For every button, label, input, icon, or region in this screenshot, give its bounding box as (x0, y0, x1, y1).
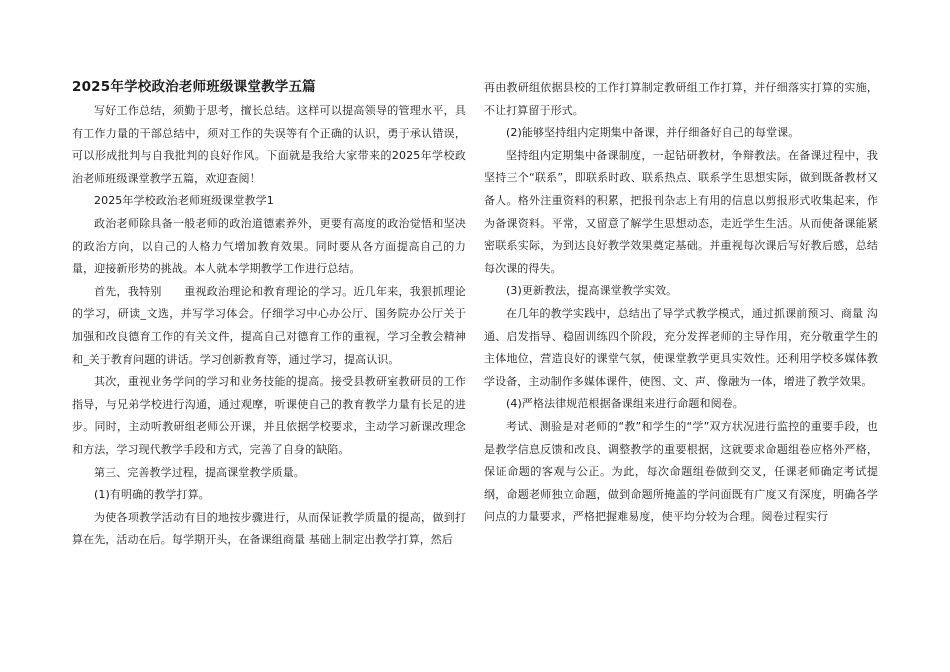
body-paragraph: (4)严格法律规范根据备课组来进行命题和阅卷。 (506, 397, 744, 411)
body-paragraph: 政治老师除具备一般老师的政治道德素养外，更要有高度的政治觉悟和坚决的政治方向，以自己的人格力气增加教育效果。同时要从各方面提高自己的力量，迎接新形势的挑战。本人就本学期教学工作进行总结。 (72, 216, 466, 276)
document-title: 2025年学校政治老师班级课堂教学五篇 (72, 79, 316, 95)
body-paragraph: 首先，我特别 重视政治理论和教育理论的学习。近几年来，我狠抓理论的学习，研读_文选，并写学习体会。仔细学习中心办公厅、国务院办公厅关于加强和改良德育工作的有关文件，提高自己对德育工作的重视，学习全教会精神和_关于教育问题的讲话。学习创新教育等，通过学习，提高认识。 (72, 284, 466, 366)
body-paragraph: 再由教研组依据县校的工作打算制定教研组工作打算，并仔细落实打算的实施，不让打算留于形式。 (484, 81, 878, 117)
body-paragraph: (1)有明确的教学打算。 (94, 488, 210, 502)
section-heading: 2025年学校政治老师班级课堂教学1 (94, 194, 274, 208)
body-paragraph: 第三、完善教学过程，提高课堂教学质量。 (94, 465, 305, 479)
body-paragraph: 考试、测验是对老师的“教”和学生的“学”双方状况进行监控的重要手段，也是教学信息反馈和改良、调整教学的重要根据，这就要求命题组卷应格外严格，保证命题的客观与公正。为此，每次命题组卷做到交叉，任课老师确定考试提纲，命题老师独立命题，做到命题所掩盖的学问面既有广度又有深度，明确各学问点的力量要求，严格把握难易度，使平均分较为合理。阅卷过程实行 (484, 419, 878, 524)
intro-paragraph: 写好工作总结，须勤于思考，擅长总结。这样可以提高领导的管理水平，具有工作力量的干部总结中，须对工作的失误等有个正确的认识，勇于承认错误，可以形成批判与自我批判的良好作风。下面就是我给大家带来的2025年学校政治老师班级课堂教学五篇，欢迎查阅！ (72, 104, 466, 185)
body-paragraph: 为使各项教学活动有目的地按步骤进行，从而保证教学质量的提高，做到打算在先，活动在后。每学期开头，在备课组商量 基础上制定出教学打算，然后 (72, 510, 466, 547)
left-column (72, 76, 466, 552)
body-paragraph: 其次，重视业务学问的学习和业务技能的提高。接受县教研室教研员的工作指导，与兄弟学校进行沟通，通过观摩，听课使自己的教育教学力量有长足的进步。同时，主动听教研组老师公开课，并且依据学校要求，主动学习新课改理念和方法，学习现代教学手段和方式，完善了自身的缺陷。 (72, 375, 466, 456)
body-paragraph: 坚持组内定期集中备课制度，一起钻研教材，争辩教法。在备课过程中，我坚持三个“联系”，即联系时政、联系热点、联系学生思想实际，做到既备教材又备人。格外注重资料的积累，把报刊杂志上有用的信息以剪报形式收集起来，作为备课资料。平常，又留意了解学生思想动态，走近学生生活。从而使备课能紧密联系实际，为到达良好教学效果奠定基础。并重视每次课后写好教后感，总结每次课的得失。 (484, 148, 878, 275)
body-paragraph: (2)能够坚持组内定期集中备课，并仔细备好自己的每堂课。 (506, 126, 800, 140)
right-column (484, 77, 878, 529)
body-paragraph: 在几年的教学实践中，总结出了导学式教学模式，通过抓课前预习、商量 沟通、启发指导、稳固训练四个阶段，充分发挥老师的主导作用，充分敬重学生的主体地位，营造良好的课堂气氛，使课堂教学更具实效性。还利用学校多媒体教学设备，主动制作多媒体课件，使图、文、声、像融为一体，增进了教学效果。 (484, 306, 878, 388)
body-paragraph: (3)更新教法，提高课堂教学实效。 (506, 284, 678, 298)
